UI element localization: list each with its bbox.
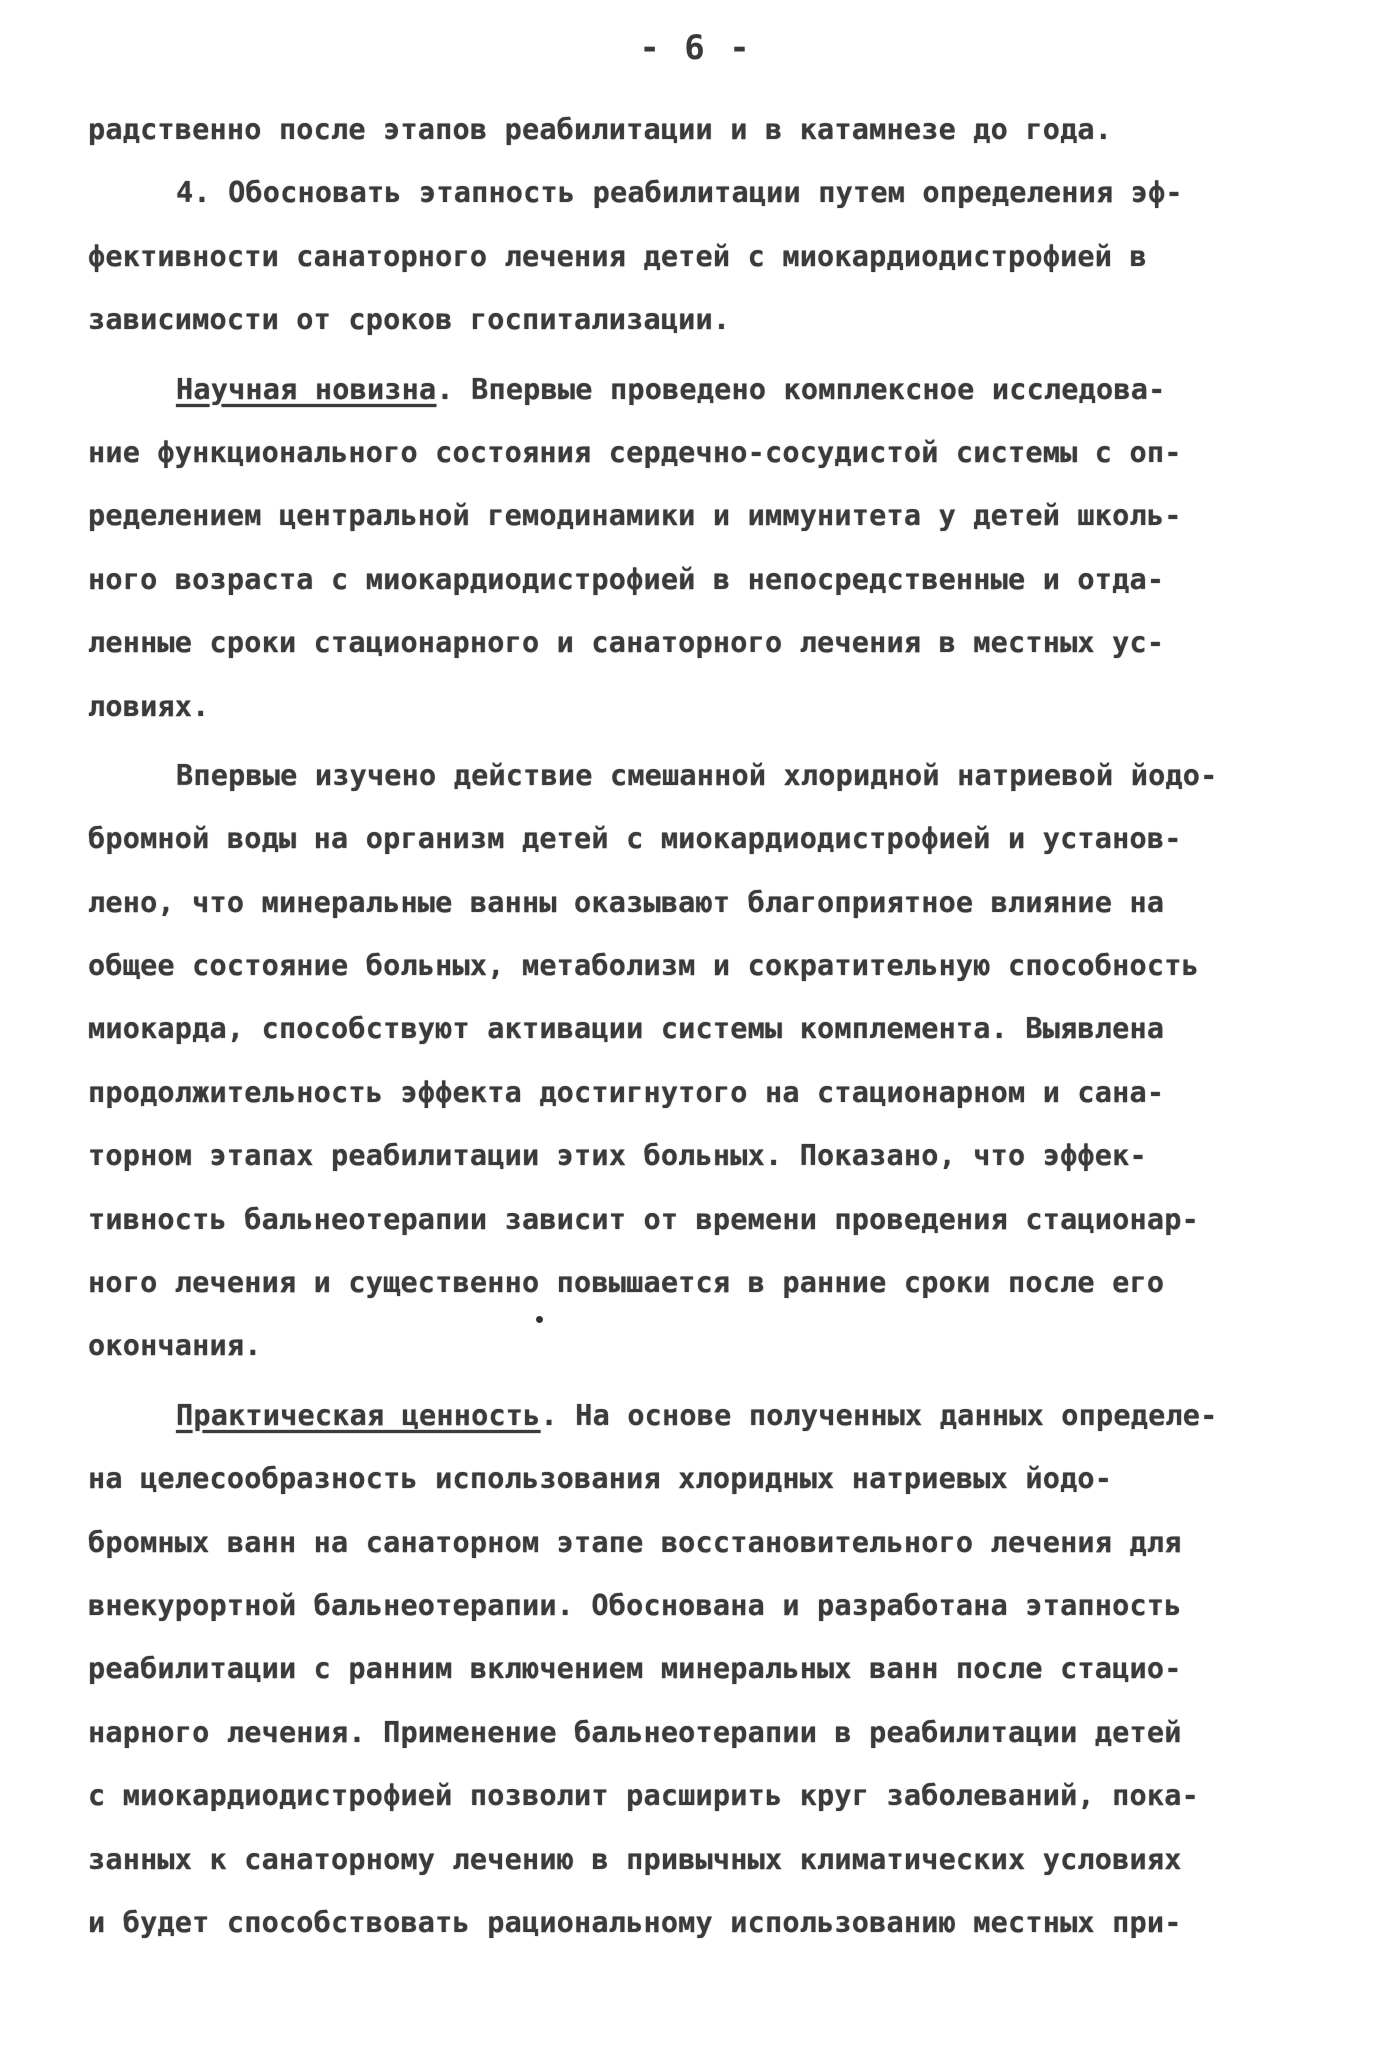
text-line: ределением центральной гемодинамики и иммунитета у детей школь- [88, 499, 1182, 533]
text-run: . Впервые проведено комплексное исследова- [436, 372, 1166, 406]
text-line: тивность бальнеотерапии зависит от времени проведения стационар- [88, 1202, 1199, 1236]
text-line: радственно после этапов реабилитации и в катамнезе до года. [88, 113, 1113, 146]
text-line: миокарда, способствуют активации системы комплемента. Выявлена [88, 1012, 1165, 1046]
text-line: общее состояние больных, метаболизм и сократительную способность [88, 949, 1199, 983]
text-line: фективности санаторного лечения детей с миокардиодистрофией в [88, 239, 1147, 273]
section-heading-practical-value: Практическая ценность [176, 1398, 541, 1432]
text-line: лено, что минеральные ванны оказывают благоприятное влияние на [88, 885, 1165, 919]
body-text [88, 98, 1318, 1954]
text-line [88, 358, 1318, 421]
page-number: - 6 - [639, 28, 752, 68]
text-line: ленные сроки стационарного и санаторного лечения в местных ус- [88, 626, 1165, 660]
ink-dot [536, 1316, 543, 1323]
text-line: ловиях. [88, 689, 210, 723]
text-line: окончания. [88, 1329, 262, 1363]
text-run: . На основе полученных данных определе- [540, 1398, 1218, 1432]
text-line: реабилитации с ранним включением минеральных ванн после стацио- [88, 1652, 1182, 1686]
text-line: на целесообразность использования хлоридных натриевых йодо- [88, 1462, 1113, 1496]
text-line: ние функционального состояния сердечно-сосудистой системы с оп- [88, 435, 1182, 469]
section-heading-novelty: Научная новизна [176, 372, 437, 406]
text-line: и будет способствовать рациональному использованию местных при- [88, 1905, 1182, 1939]
text-line: бромной воды на организм детей с миокардиодистрофией и установ- [88, 822, 1182, 856]
text-line: с миокардиодистрофией позволит расширить круг заболеваний, пока- [88, 1779, 1199, 1813]
text-line: внекурортной бальнеотерапии. Обоснована и разработана этапность [88, 1588, 1182, 1622]
text-line: ного лечения и существенно повышается в ранние сроки после его [88, 1266, 1165, 1300]
text-line: бромных ванн на санаторном этапе восстановительного лечения для [88, 1525, 1182, 1559]
text-line: занных к санаторному лечению в привычных климатических условиях [88, 1842, 1182, 1876]
text-line: торном этапах реабилитации этих больных. Показано, что эффек- [88, 1139, 1147, 1173]
text-line: продолжительность эффекта достигнутого на стационарном и сана- [88, 1075, 1165, 1109]
text-line: нарного лечения. Применение бальнеотерапии в реабилитации детей [88, 1715, 1182, 1749]
text-line: зависимости от сроков госпитализации. [88, 303, 731, 337]
text-line: Впервые изучено действие смешанной хлоридной натриевой йодо- [176, 758, 1218, 792]
text-line: ного возраста с миокардиодистрофией в непосредственные и отда- [88, 562, 1165, 596]
text-line: 4. Обосновать этапность реабилитации путем определения эф- [176, 176, 1183, 210]
text-line [88, 1384, 1318, 1447]
